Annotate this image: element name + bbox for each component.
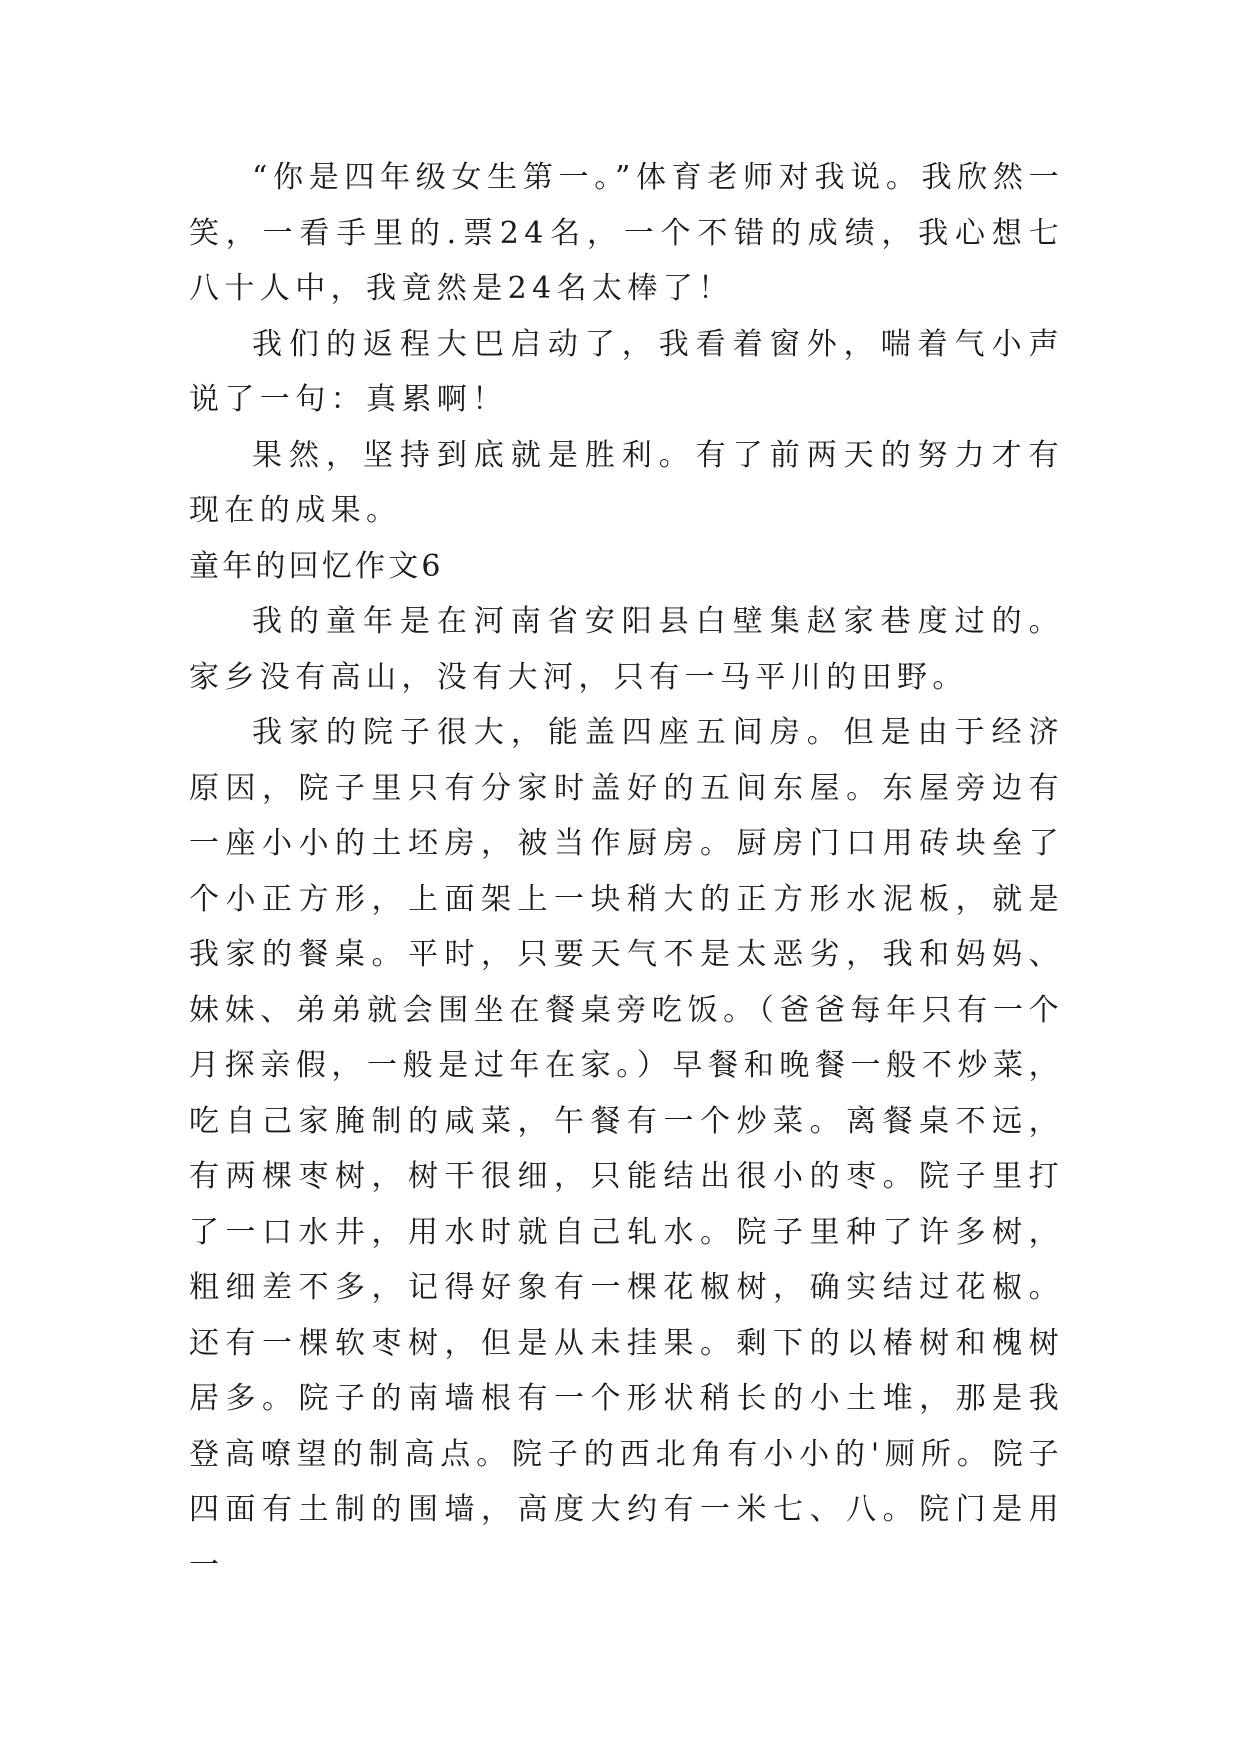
paragraph-hometown: 我的童年是在河南省安阳县白壁集赵家巷度过的。家乡没有高山，没有大河，只有一马平川的田野。 bbox=[189, 604, 1064, 695]
paragraph-conclusion: 果然，坚持到底就是胜利。有了前两天的努力才有现在的成果。 bbox=[189, 437, 1064, 528]
paragraph-courtyard: 我家的院子很大，能盖四座五间房。但是由于经济原因，院子里只有分家时盖好的五间东屋。东屋旁边有一座小小的土坯房，被当作厨房。厨房门口用砖块垒了个小正方形，上面架上一块稍大的正方形水泥板，就是我家的餐桌。平时，只要天气不是太恶劣，我和妈妈、妹妹、弟弟就会围坐在餐桌旁吃饭。（爸爸每年只有一个月探亲假，一般是过年在家。）早餐和晚餐一般不炒菜，吃自己家腌制的咸菜，午餐有一个炒菜。离餐桌不远，有两棵枣树，树干很细，只能结出很小的枣。院子里打了一口水井，用水时就自己轧水。院子里种了许多树，粗细差不多，记得好象有一棵花椒树，确实结过花椒。还有一棵软枣树，但是从未挂果。剩下的以椿树和槐树居多。院子的南墙根有一个形状稍长的小土堆，那是我登高嘹望的制高点。院子的西北角有小小的'厕所。院子四面有土制的围墙，高度大约有一米七、八。院门是用一 bbox=[189, 715, 1064, 1583]
paragraph-sports-result: “你是四年级女生第一。”体育老师对我说。我欣然一笑，一看手里的.票24名，一个不错的成绩，我心想七八十人中，我竟然是24名太棒了！ bbox=[189, 160, 1064, 306]
paragraph-bus-return: 我们的返程大巴启动了，我看着窗外，喘着气小声说了一句：真累啊！ bbox=[189, 326, 1064, 417]
essay-heading: 童年的回忆作文6 bbox=[189, 548, 444, 584]
document-body bbox=[189, 150, 1064, 1593]
